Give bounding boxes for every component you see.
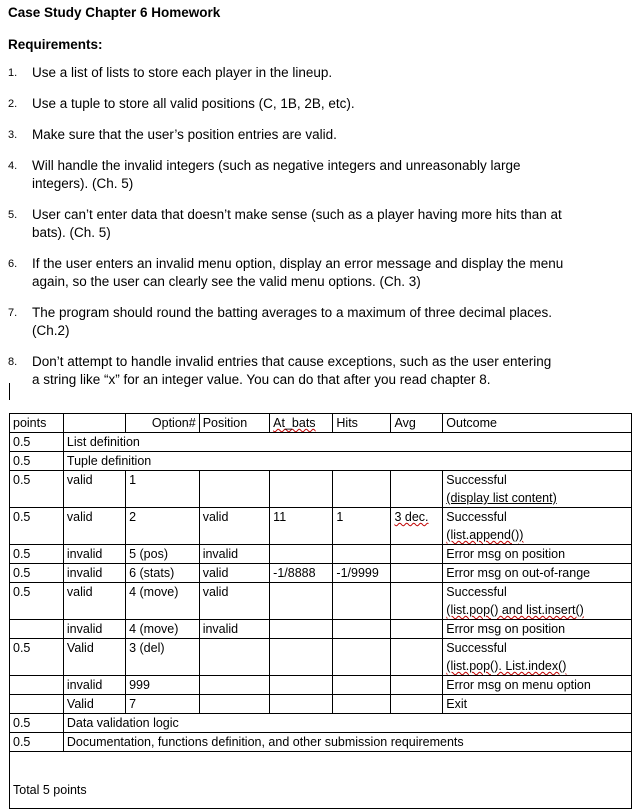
cell-at-bats: [270, 471, 333, 508]
requirement-number: 6.: [8, 258, 18, 270]
cell-status: Valid: [63, 639, 125, 676]
outcome-line2: (display list content): [446, 491, 557, 505]
cell-hits: [333, 695, 391, 714]
cell-points: [10, 620, 64, 639]
header-at-bats-label: At_bats: [273, 416, 316, 430]
cell-points: 0.5: [10, 639, 64, 676]
cell-at-bats: [270, 583, 333, 620]
header-position: Position: [199, 414, 269, 433]
requirement-text-line2: integers). (Ch. 5): [32, 176, 134, 191]
table-row: [10, 452, 632, 471]
header-points: points: [10, 414, 64, 433]
requirement-text-line2: (Ch.2): [32, 323, 70, 338]
header-outcome: Outcome: [443, 414, 632, 433]
requirements-heading: Requirements:: [8, 37, 103, 52]
cell-avg: [391, 508, 443, 545]
cell-option: 4 (move): [126, 583, 200, 620]
cell-points: [10, 676, 64, 695]
header-hits: Hits: [333, 414, 391, 433]
grading-table: [9, 413, 632, 809]
header-avg: Avg: [391, 414, 443, 433]
cell-avg: [391, 471, 443, 508]
header-at-bats: [270, 414, 333, 433]
table-row: [10, 471, 632, 508]
cell-hits: 1: [333, 508, 391, 545]
cell-position: [199, 471, 269, 508]
cell-points: 0.5: [10, 714, 64, 733]
outcome-line2: (list.append()): [446, 528, 524, 542]
cell-status: valid: [63, 508, 125, 545]
cell-points: 0.5: [10, 545, 64, 564]
cell-outcome: [443, 471, 632, 508]
cell-points: 0.5: [10, 508, 64, 545]
cell-position: invalid: [199, 545, 269, 564]
requirement-text: Make sure that the user’s position entries are valid.: [32, 127, 337, 142]
cell-description: Tuple definition: [63, 452, 631, 471]
requirement-item: [0, 304, 620, 340]
cell-outcome: [443, 583, 632, 620]
header-option: Option#: [126, 414, 200, 433]
cell-hits: [333, 471, 391, 508]
cell-status: invalid: [63, 676, 125, 695]
cell-description: List definition: [63, 433, 631, 452]
cell-at-bats: [270, 545, 333, 564]
cell-option: 7: [126, 695, 200, 714]
outcome-line2: (list.pop(). List.index(): [446, 659, 567, 673]
cell-at-bats: 11: [270, 508, 333, 545]
requirement-number: 8.: [8, 356, 18, 368]
cell-outcome: Error msg on position: [443, 545, 632, 564]
table-total-row: [10, 752, 632, 809]
requirement-item: [0, 206, 620, 242]
cell-at-bats: [270, 695, 333, 714]
cell-option: 3 (del): [126, 639, 200, 676]
cell-position: [199, 695, 269, 714]
cell-status: valid: [63, 471, 125, 508]
requirement-number: 1.: [8, 67, 18, 79]
cell-position: valid: [199, 508, 269, 545]
cell-avg: [391, 639, 443, 676]
requirement-number: 2.: [8, 98, 18, 110]
outcome-line1: Successful: [446, 585, 507, 599]
table-row: [10, 733, 632, 752]
requirement-text-line1: User can’t enter data that doesn’t make sense (such as a player having more hits than at: [32, 207, 562, 222]
table-row: [10, 714, 632, 733]
cell-avg: [391, 676, 443, 695]
cell-status: invalid: [63, 620, 125, 639]
total-cell: [10, 752, 632, 809]
requirement-text: Use a tuple to store all valid positions (C, 1B, 2B, etc).: [32, 96, 355, 111]
requirement-text-line1: Will handle the invalid integers (such as negative integers and unreasonably large: [32, 158, 521, 173]
requirement-text-line2: a string like “x” for an integer value. You can do that after you read chapter 8.: [32, 372, 491, 387]
cell-outcome: [443, 508, 632, 545]
requirement-text-line1: If the user enters an invalid menu option, display an error message and display the menu: [32, 256, 564, 271]
requirement-text-line1: The program should round the batting averages to a maximum of three decimal places.: [32, 305, 553, 320]
total-points: Total 5 points: [13, 783, 87, 797]
requirement-text-line2: bats). (Ch. 5): [32, 225, 111, 240]
cell-points: 0.5: [10, 733, 64, 752]
cell-avg: [391, 695, 443, 714]
cell-points: 0.5: [10, 564, 64, 583]
header-status: [63, 414, 125, 433]
outcome-line2: (list.pop() and list.insert(): [446, 603, 584, 617]
cell-at-bats: -1/8888: [270, 564, 333, 583]
cell-option: 999: [126, 676, 200, 695]
requirement-item: [0, 157, 620, 193]
cell-option: 4 (move): [126, 620, 200, 639]
cell-status: valid: [63, 583, 125, 620]
table-row: [10, 620, 632, 639]
cell-position: invalid: [199, 620, 269, 639]
cell-status: invalid: [63, 545, 125, 564]
cell-status: invalid: [63, 564, 125, 583]
cell-outcome: Error msg on position: [443, 620, 632, 639]
cell-outcome: [443, 639, 632, 676]
requirement-item: [0, 255, 620, 291]
text-cursor: [9, 383, 10, 400]
outcome-line1: Successful: [446, 473, 507, 487]
outcome-line1: Successful: [446, 510, 507, 524]
requirement-text-line2: again, so the user can clearly see the valid menu options. (Ch. 3): [32, 274, 421, 289]
table-row: [10, 433, 632, 452]
requirement-text: Use a list of lists to store each player in the lineup.: [32, 65, 333, 80]
outcome-line1: Successful: [446, 641, 507, 655]
table-row: [10, 545, 632, 564]
cell-hits: [333, 583, 391, 620]
cell-description: Documentation, functions definition, and other submission requirements: [63, 733, 631, 752]
cell-outcome: Error msg on out-of-range: [443, 564, 632, 583]
cell-at-bats: [270, 676, 333, 695]
requirement-text-line1: Don’t attempt to handle invalid entries that cause exceptions, such as the user entering: [32, 354, 552, 369]
cell-hits: [333, 676, 391, 695]
cell-status: Valid: [63, 695, 125, 714]
cell-points: 0.5: [10, 433, 64, 452]
cell-points: 0.5: [10, 471, 64, 508]
cell-position: [199, 639, 269, 676]
cell-option: 2: [126, 508, 200, 545]
table-header-row: [10, 414, 632, 433]
requirement-number: 7.: [8, 307, 18, 319]
cell-at-bats: [270, 639, 333, 676]
requirement-item: [0, 353, 620, 389]
cell-position: valid: [199, 583, 269, 620]
cell-hits: [333, 639, 391, 676]
avg-value: 3 dec.: [394, 510, 429, 524]
table-row: [10, 564, 632, 583]
cell-option: 1: [126, 471, 200, 508]
requirement-item: [0, 64, 620, 82]
document-title: Case Study Chapter 6 Homework: [8, 5, 221, 20]
cell-description: Data validation logic: [63, 714, 631, 733]
cell-at-bats: [270, 620, 333, 639]
cell-avg: [391, 583, 443, 620]
table-row: [10, 508, 632, 545]
cell-points: [10, 695, 64, 714]
requirements-list: [0, 64, 620, 402]
table-row: [10, 639, 632, 676]
cell-outcome: Exit: [443, 695, 632, 714]
requirement-number: 5.: [8, 209, 18, 221]
cell-points: 0.5: [10, 452, 64, 471]
table-row: [10, 695, 632, 714]
cell-outcome: Error msg on menu option: [443, 676, 632, 695]
cell-position: valid: [199, 564, 269, 583]
cell-avg: [391, 545, 443, 564]
cell-position: [199, 676, 269, 695]
table-row: [10, 676, 632, 695]
cell-avg: [391, 620, 443, 639]
cell-hits: [333, 545, 391, 564]
requirement-number: 4.: [8, 160, 18, 172]
requirement-item: [0, 126, 620, 144]
requirement-item: [0, 95, 620, 113]
cell-option: 5 (pos): [126, 545, 200, 564]
cell-option: 6 (stats): [126, 564, 200, 583]
cell-hits: [333, 620, 391, 639]
cell-hits: -1/9999: [333, 564, 391, 583]
cell-avg: [391, 564, 443, 583]
table-row: [10, 583, 632, 620]
requirement-number: 3.: [8, 129, 18, 141]
cell-points: 0.5: [10, 583, 64, 620]
